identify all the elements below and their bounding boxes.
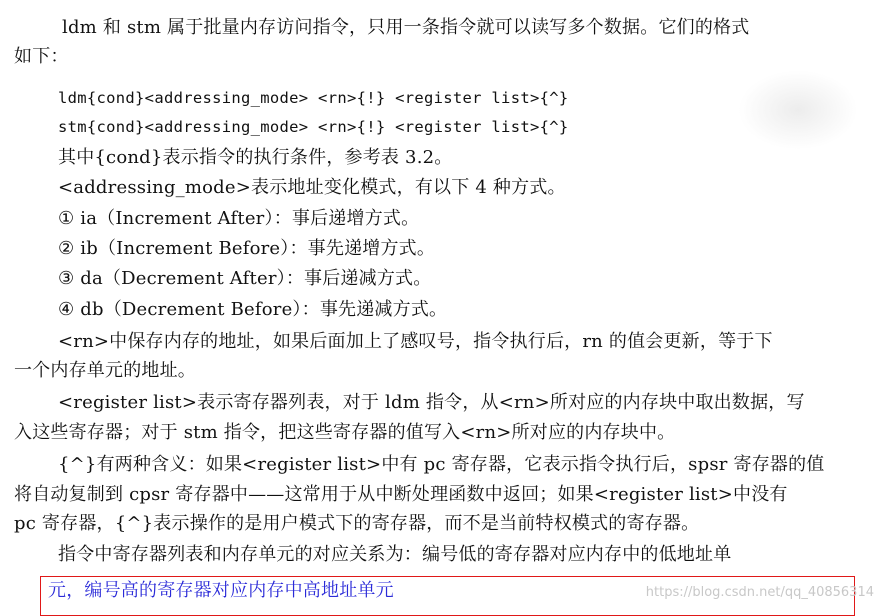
register-list-description-line-1: <register list>表示寄存器列表，对于 ldm 指令，从<rn>所对应的内存块中取出数据，写 bbox=[58, 392, 805, 413]
code-stm-syntax: stm{cond}<addressing_mode> <rn>{!} <register list>{^} bbox=[58, 118, 569, 136]
register-list-description-line-2: 入这些寄存器；对于 stm 指令，把这些寄存器的值写入<rn>所对应的内存块中。 bbox=[14, 422, 676, 443]
paragraph-intro-line-2: 如下： bbox=[14, 46, 69, 67]
rn-description-line-1: <rn>中保存内存的地址，如果后面加上了感叹号，指令执行后，rn 的值会更新，等于下 bbox=[58, 331, 773, 352]
mapping-description-line-1: 指令中寄存器列表和内存单元的对应关系为：编号低的寄存器对应内存中的低地址单 bbox=[58, 544, 732, 565]
caret-description-line-3: pc 寄存器，{^}表示操作的是用户模式下的寄存器，而不是当前特权模式的寄存器。 bbox=[14, 513, 700, 534]
scan-smudge bbox=[738, 70, 858, 150]
rn-description-line-2: 一个内存单元的地址。 bbox=[14, 360, 196, 381]
addressing-mode-description: <addressing_mode>表示地址变化模式，有以下 4 种方式。 bbox=[58, 177, 566, 198]
mode-db-item: ④ db（Decrement Before）：事先递减方式。 bbox=[58, 299, 448, 320]
mode-ia-item: ① ia（Increment After）：事后递增方式。 bbox=[58, 208, 420, 229]
cond-description: 其中{cond}表示指令的执行条件，参考表 3.2。 bbox=[58, 147, 453, 168]
caret-description-line-1: {^}有两种含义：如果<register list>中有 pc 寄存器，它表示指令执行后，spsr 寄存器的值 bbox=[58, 454, 825, 475]
mode-ib-item: ② ib（Increment Before）：事先递增方式。 bbox=[58, 238, 436, 259]
csdn-watermark: https://blog.csdn.net/qq_40856314 bbox=[645, 585, 874, 600]
mapping-description-line-2-annotated: 元，编号高的寄存器对应内存中高地址单元 bbox=[48, 580, 394, 601]
code-ldm-syntax: ldm{cond}<addressing_mode> <rn>{!} <register list>{^} bbox=[58, 89, 569, 107]
mode-da-item: ③ da（Decrement After）：事后递减方式。 bbox=[58, 268, 432, 289]
caret-description-line-2: 将自动复制到 cpsr 寄存器中——这常用于从中断处理函数中返回；如果<register list>中没有 bbox=[14, 484, 788, 505]
paragraph-intro-line-1: ldm 和 stm 属于批量内存访问指令，只用一条指令就可以读写多个数据。它们的格式 bbox=[62, 17, 750, 38]
